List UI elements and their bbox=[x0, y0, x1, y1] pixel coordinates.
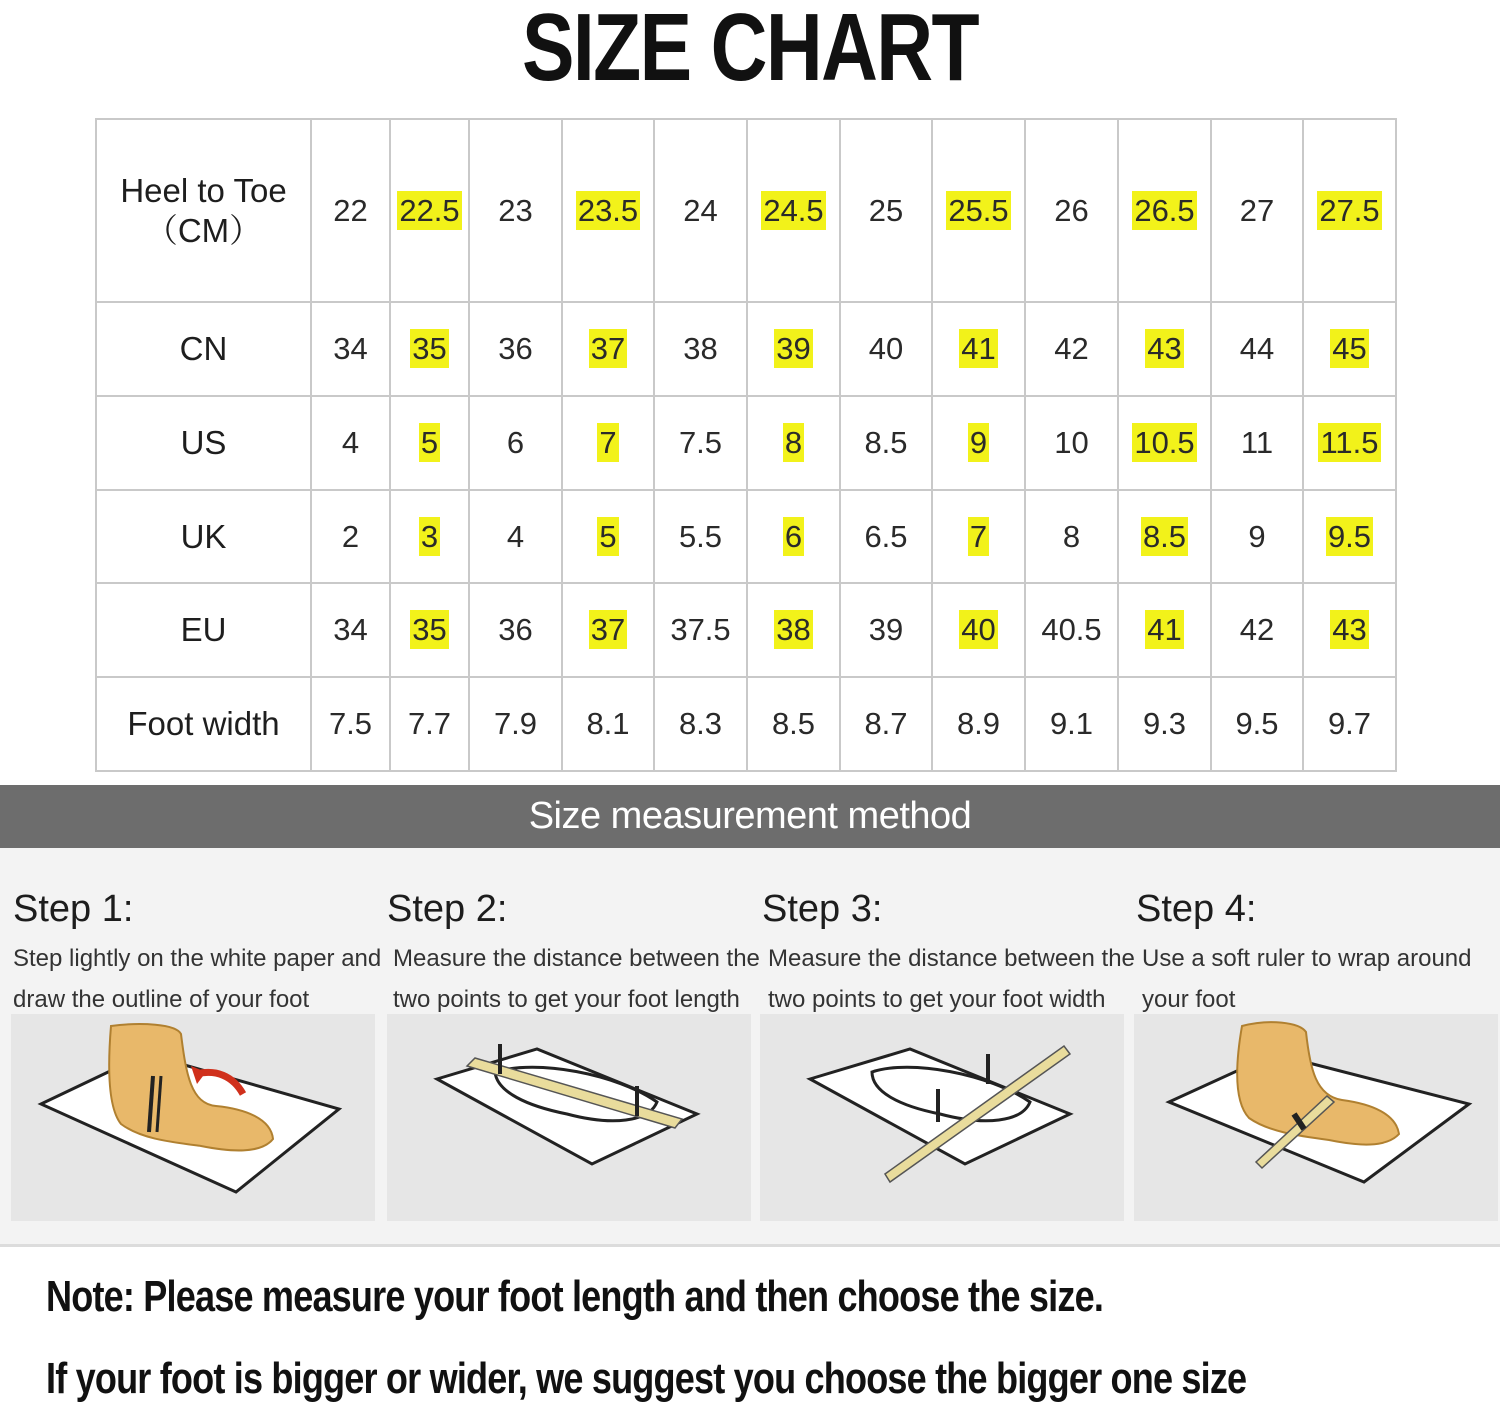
size-cell bbox=[1211, 119, 1303, 302]
size-value: 5 bbox=[420, 424, 439, 460]
size-cell bbox=[1211, 396, 1303, 490]
step-title: Step 2: bbox=[387, 888, 508, 930]
size-value: 8.5 bbox=[1142, 518, 1187, 554]
size-cell bbox=[932, 396, 1025, 490]
size-cell bbox=[1118, 302, 1211, 396]
size-cell bbox=[390, 396, 469, 490]
size-value: 23 bbox=[498, 192, 533, 228]
size-value: 9.1 bbox=[1049, 706, 1094, 742]
size-value: 6.5 bbox=[864, 518, 908, 554]
size-value: 8.5 bbox=[771, 706, 816, 742]
size-value: 11.5 bbox=[1320, 424, 1379, 460]
size-value: 41 bbox=[1147, 612, 1182, 648]
size-cell bbox=[311, 677, 390, 771]
size-cell bbox=[469, 677, 562, 771]
size-cell bbox=[1118, 396, 1211, 490]
foot-width-illustration bbox=[760, 1014, 1124, 1221]
size-value: 3 bbox=[420, 518, 439, 554]
step-description: Measure the distance between the two points to get your foot width bbox=[768, 945, 1135, 1013]
size-value: 35 bbox=[412, 612, 447, 648]
size-cell bbox=[1303, 302, 1396, 396]
size-value: 36 bbox=[498, 330, 533, 366]
size-cell bbox=[562, 119, 654, 302]
size-cell bbox=[1025, 119, 1118, 302]
size-cell bbox=[1118, 490, 1211, 584]
size-value: 23.5 bbox=[577, 192, 639, 228]
size-value: 9.3 bbox=[1142, 706, 1187, 742]
size-value: 43 bbox=[1332, 612, 1367, 648]
size-cell bbox=[390, 119, 469, 302]
table-row bbox=[96, 119, 1396, 302]
size-cell bbox=[562, 302, 654, 396]
size-value: 34 bbox=[333, 330, 368, 366]
row-label: UK bbox=[180, 517, 227, 555]
size-cell bbox=[654, 302, 747, 396]
size-cell bbox=[932, 119, 1025, 302]
size-value: 6 bbox=[506, 424, 525, 460]
size-cell bbox=[1118, 119, 1211, 302]
size-value: 45 bbox=[1332, 330, 1367, 366]
table-row bbox=[96, 396, 1396, 490]
method-title: Size measurement method bbox=[528, 795, 972, 837]
size-value: 22 bbox=[333, 192, 368, 228]
row-header bbox=[96, 396, 311, 490]
size-cell bbox=[390, 677, 469, 771]
size-value: 25 bbox=[868, 192, 904, 228]
size-value: 7 bbox=[599, 424, 617, 460]
size-cell bbox=[932, 490, 1025, 584]
step-description: Use a soft ruler to wrap around your foot bbox=[1142, 945, 1472, 1013]
size-value: 35 bbox=[412, 330, 447, 366]
row-header bbox=[96, 119, 311, 302]
steps-panel bbox=[0, 848, 1500, 1246]
row-label: EU bbox=[180, 611, 227, 649]
size-cell bbox=[311, 119, 390, 302]
size-value: 11 bbox=[1240, 424, 1274, 460]
size-value: 7 bbox=[969, 518, 988, 554]
size-cell bbox=[469, 119, 562, 302]
note-line-1: Note: Please measure your foot length and then choose the size. bbox=[46, 1272, 1104, 1321]
table-row bbox=[96, 302, 1396, 396]
foot-outline-illustration bbox=[11, 1014, 375, 1221]
size-cell bbox=[747, 119, 840, 302]
size-value: 8.7 bbox=[864, 706, 908, 742]
size-value: 40 bbox=[868, 330, 904, 366]
size-cell bbox=[311, 583, 390, 677]
size-value: 8 bbox=[784, 424, 803, 460]
step-title: Step 1: bbox=[13, 888, 134, 930]
size-cell bbox=[1025, 677, 1118, 771]
row-sublabel: （CM） bbox=[144, 211, 263, 249]
size-cell bbox=[311, 490, 390, 584]
size-cell bbox=[840, 583, 932, 677]
size-cell bbox=[1303, 677, 1396, 771]
size-value: 24.5 bbox=[763, 192, 824, 228]
row-label: Heel to Toe bbox=[120, 171, 287, 209]
size-value: 5.5 bbox=[678, 518, 723, 554]
size-cell bbox=[311, 396, 390, 490]
step-3 bbox=[760, 848, 1135, 1221]
row-label: Foot width bbox=[127, 705, 280, 743]
size-value: 39 bbox=[868, 612, 904, 648]
size-value: 44 bbox=[1239, 330, 1275, 366]
size-table bbox=[95, 118, 1397, 772]
size-cell bbox=[654, 490, 747, 584]
size-cell bbox=[1211, 677, 1303, 771]
size-value: 8.3 bbox=[678, 706, 723, 742]
size-value: 41 bbox=[961, 330, 996, 366]
size-cell bbox=[562, 677, 654, 771]
size-cell bbox=[747, 490, 840, 584]
size-value: 10 bbox=[1054, 424, 1089, 460]
size-value: 42 bbox=[1239, 612, 1275, 648]
size-cell bbox=[747, 583, 840, 677]
size-value: 2 bbox=[341, 518, 360, 554]
size-value: 9 bbox=[969, 424, 988, 460]
size-cell bbox=[562, 490, 654, 584]
size-cell bbox=[1211, 583, 1303, 677]
size-cell bbox=[1025, 302, 1118, 396]
step-title: Step 3: bbox=[762, 888, 883, 930]
size-cell bbox=[1303, 396, 1396, 490]
size-value: 43 bbox=[1147, 330, 1182, 366]
size-value: 40.5 bbox=[1041, 612, 1102, 648]
row-header bbox=[96, 490, 311, 584]
size-cell bbox=[390, 490, 469, 584]
size-value: 26.5 bbox=[1134, 192, 1195, 228]
size-cell bbox=[840, 396, 932, 490]
size-cell bbox=[654, 119, 747, 302]
table-row bbox=[96, 583, 1396, 677]
size-cell bbox=[654, 396, 747, 490]
size-value: 37 bbox=[590, 612, 626, 648]
row-header bbox=[96, 583, 311, 677]
size-cell bbox=[1303, 583, 1396, 677]
size-cell bbox=[562, 583, 654, 677]
size-cell bbox=[390, 302, 469, 396]
row-label: CN bbox=[179, 329, 228, 367]
step-4 bbox=[1134, 848, 1500, 1221]
method-banner bbox=[0, 785, 1500, 848]
row-header bbox=[96, 677, 311, 771]
size-value: 4 bbox=[506, 518, 525, 554]
size-cell bbox=[932, 583, 1025, 677]
size-value: 22.5 bbox=[399, 192, 460, 228]
size-cell bbox=[1211, 490, 1303, 584]
size-value: 34 bbox=[333, 612, 368, 648]
size-value: 5 bbox=[599, 518, 617, 554]
table-row bbox=[96, 490, 1396, 584]
step-description: Measure the distance between the two points to get your foot length bbox=[393, 945, 760, 1013]
size-cell bbox=[932, 677, 1025, 771]
size-cell bbox=[840, 119, 932, 302]
size-cell bbox=[840, 490, 932, 584]
size-value: 9.5 bbox=[1235, 706, 1279, 742]
size-cell bbox=[840, 677, 932, 771]
size-value: 8.5 bbox=[864, 424, 908, 460]
foot-wrap-illustration bbox=[1134, 1014, 1498, 1221]
size-value: 38 bbox=[683, 330, 718, 366]
size-cell bbox=[1025, 490, 1118, 584]
size-value: 37.5 bbox=[670, 612, 731, 648]
size-value: 7.9 bbox=[493, 706, 538, 742]
size-value: 7.7 bbox=[407, 706, 452, 742]
size-cell bbox=[840, 302, 932, 396]
size-cell bbox=[1118, 677, 1211, 771]
size-cell bbox=[1025, 583, 1118, 677]
step-title: Step 4: bbox=[1136, 888, 1257, 930]
size-cell bbox=[747, 396, 840, 490]
size-value: 7.5 bbox=[328, 706, 373, 742]
size-value: 9.5 bbox=[1327, 518, 1372, 554]
size-value: 10.5 bbox=[1134, 424, 1195, 460]
row-header bbox=[96, 302, 311, 396]
size-cell bbox=[747, 677, 840, 771]
page-title: SIZE CHART bbox=[522, 0, 978, 101]
size-value: 27.5 bbox=[1319, 192, 1380, 228]
size-value: 7.5 bbox=[678, 424, 723, 460]
size-cell bbox=[469, 302, 562, 396]
size-cell bbox=[1303, 490, 1396, 584]
size-cell bbox=[654, 677, 747, 771]
size-value: 24 bbox=[683, 192, 718, 228]
size-value: 8 bbox=[1062, 518, 1081, 554]
size-cell bbox=[469, 490, 562, 584]
size-cell bbox=[311, 302, 390, 396]
size-value: 27 bbox=[1239, 192, 1275, 228]
size-value: 8.1 bbox=[586, 706, 630, 742]
size-value: 9 bbox=[1248, 518, 1266, 554]
size-cell bbox=[562, 396, 654, 490]
size-value: 38 bbox=[776, 612, 811, 648]
table-row bbox=[96, 677, 1396, 771]
size-value: 25.5 bbox=[948, 192, 1009, 228]
note-line-2: If your foot is bigger or wider, we suggest you choose the bigger one size bbox=[46, 1354, 1247, 1403]
size-value: 6 bbox=[784, 518, 803, 554]
size-value: 8.9 bbox=[956, 706, 1001, 742]
size-cell bbox=[469, 396, 562, 490]
size-value: 39 bbox=[776, 330, 811, 366]
size-cell bbox=[1118, 583, 1211, 677]
size-cell bbox=[1025, 396, 1118, 490]
size-cell bbox=[469, 583, 562, 677]
size-value: 26 bbox=[1054, 192, 1089, 228]
size-value: 40 bbox=[961, 612, 996, 648]
row-label: US bbox=[180, 423, 227, 461]
size-value: 36 bbox=[498, 612, 533, 648]
divider bbox=[0, 1244, 1500, 1247]
size-cell bbox=[932, 302, 1025, 396]
step-1 bbox=[11, 848, 382, 1221]
size-value: 4 bbox=[341, 424, 360, 460]
step-2 bbox=[385, 848, 760, 1221]
size-value: 37 bbox=[590, 330, 626, 366]
size-value: 9.7 bbox=[1327, 706, 1372, 742]
foot-length-illustration bbox=[387, 1014, 751, 1221]
size-cell bbox=[390, 583, 469, 677]
size-cell bbox=[1211, 302, 1303, 396]
step-description: Step lightly on the white paper and draw the outline of your foot bbox=[13, 945, 382, 1013]
size-cell bbox=[654, 583, 747, 677]
size-value: 42 bbox=[1054, 330, 1089, 366]
size-cell bbox=[747, 302, 840, 396]
size-cell bbox=[1303, 119, 1396, 302]
